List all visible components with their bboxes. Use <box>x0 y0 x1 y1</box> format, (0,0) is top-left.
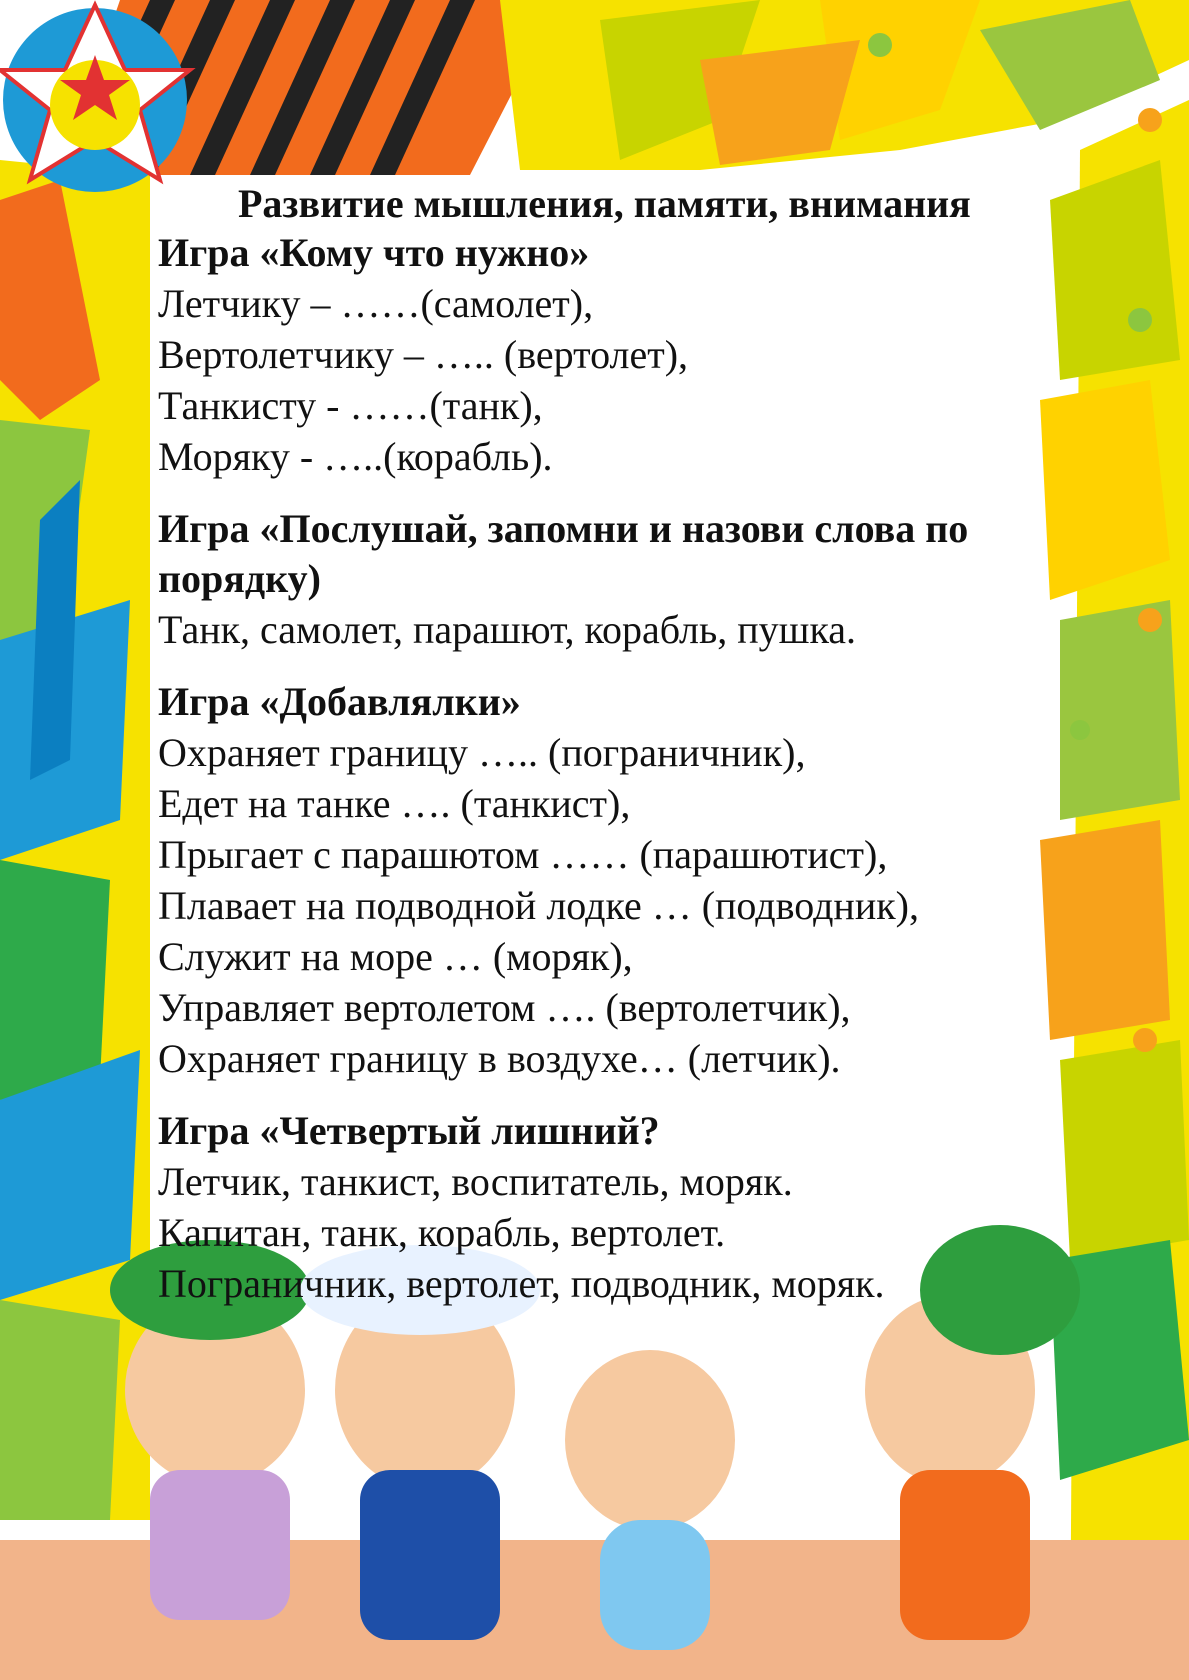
section-heading: Игра «Добавлялки» <box>158 679 521 724</box>
game-line: Летчику – ……(самолет), <box>158 281 594 326</box>
game-line: Моряку - …..(корабль). <box>158 434 553 479</box>
text-content <box>158 180 1058 1309</box>
top-leaves <box>500 0 1189 170</box>
game-line: Плавает на подводной лодке … (подводник), <box>158 883 919 928</box>
game-line: Вертолетчику – ….. (вертолет), <box>158 332 689 377</box>
section-heading: Игра «Четвертый лишний? <box>158 1108 660 1153</box>
game-line: Охраняет границу в воздухе… (летчик). <box>158 1036 841 1081</box>
game-line: Танк, самолет, парашют, корабль, пушка. <box>158 607 857 652</box>
game-line: Едет на танке …. (танкист), <box>158 781 631 826</box>
game-line: Служит на море … (моряк), <box>158 934 633 979</box>
game-line: Танкисту - ……(танк), <box>158 383 543 428</box>
section-heading: Игра «Кому что нужно» <box>158 230 590 275</box>
game-line: Управляет вертолетом …. (вертолетчик), <box>158 985 851 1030</box>
game-line: Капитан, танк, корабль, вертолет. <box>158 1210 726 1255</box>
section-heading-continuation: порядку) <box>158 556 321 601</box>
game-line: Летчик, танкист, воспитатель, моряк. <box>158 1159 793 1204</box>
game-line: Прыгает с парашютом …… (парашютист), <box>158 832 888 877</box>
page-title: Развитие мышления, памяти, внимания <box>238 181 971 226</box>
section-heading: Игра «Послушай, запомни и назови слова по <box>158 506 969 551</box>
game-line: Охраняет границу ….. (пограничник), <box>158 730 806 775</box>
game-line: Пограничник, вертолет, подводник, моряк. <box>158 1261 885 1306</box>
